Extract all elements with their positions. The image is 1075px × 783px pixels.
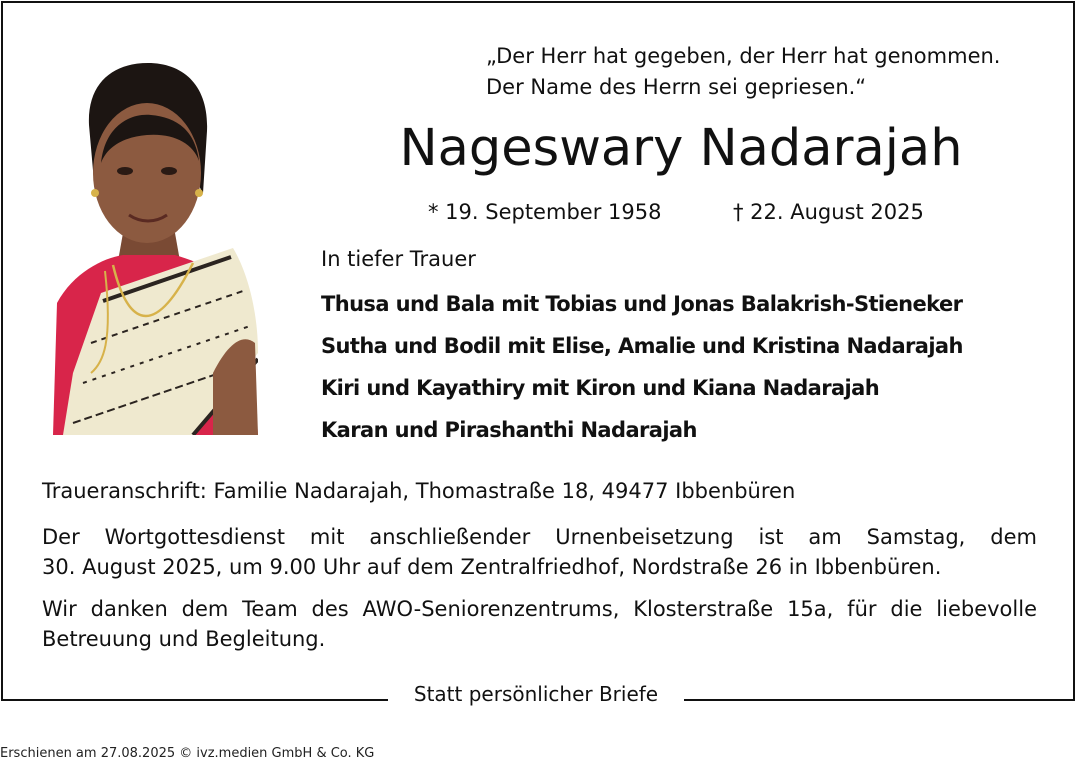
obituary-notice: [1, 1, 1075, 701]
thanks-line-1: Wir danken dem Team des AWO-Seniorenzentrums, Klosterstraße 15a, für die liebevolle: [42, 597, 1037, 621]
service-line-1: Der Wortgottesdienst mit anschließender Urnenbeisetzung ist am Samstag, dem: [42, 525, 1037, 549]
footer-note: Statt persönlicher Briefe: [413, 682, 659, 706]
deceased-name: Nageswary Nadarajah: [399, 119, 963, 178]
mourning-address: Traueranschrift: Familie Nadarajah, Thomastraße 18, 49477 Ibbenbüren: [42, 479, 796, 503]
portrait-illustration: [43, 43, 258, 435]
birth-date: * 19. September 1958: [428, 200, 662, 224]
mourning-intro: In tiefer Trauer: [321, 247, 476, 271]
service-line-2: 30. August 2025, um 9.00 Uhr auf dem Zentralfriedhof, Nordstraße 26 in Ibbenbüren.: [42, 555, 942, 579]
portrait-photo: [43, 43, 258, 435]
quote-line-1: „Der Herr hat gegeben, der Herr hat genommen.: [486, 44, 1001, 68]
mourner-family: Karan und Pirashanthi Nadarajah: [321, 418, 697, 442]
service-announcement: [42, 522, 1037, 582]
publication-imprint: Erschienen am 27.08.2025 © ivz.medien GmbH & Co. KG: [0, 746, 375, 761]
thanks-paragraph: [42, 594, 1037, 654]
mourner-family: Sutha und Bodil mit Elise, Amalie und Kristina Nadarajah: [321, 334, 963, 358]
thanks-line-2: Betreuung und Begleitung.: [42, 627, 326, 651]
mourner-family: Thusa und Bala mit Tobias und Jonas Balakrish-Stieneker: [321, 292, 963, 316]
bible-quote: [486, 41, 1000, 103]
mourner-list: [321, 283, 1051, 451]
death-date: † 22. August 2025: [733, 200, 924, 224]
mourner-family: Kiri und Kayathiry mit Kiron und Kiana Nadarajah: [321, 376, 880, 400]
quote-line-2: Der Name des Herrn sei gepriesen.“: [486, 75, 867, 99]
